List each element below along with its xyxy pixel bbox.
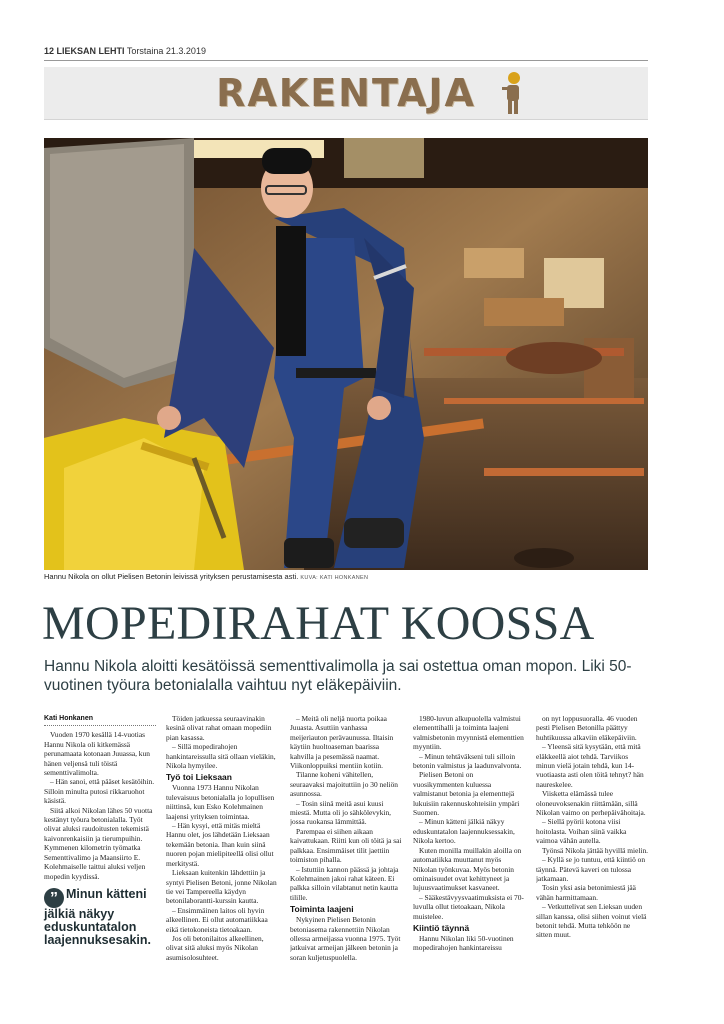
page-number: 12 xyxy=(44,46,55,56)
section-banner xyxy=(44,67,648,120)
paragraph: Nykyinen Pielisen Betonin betoniasema rakennettiin Nikolan ollessa armeijassa vuonna 1975. Työt jatkuivat armeijan jälkeen betonin ja soran kuljetuspuolella. xyxy=(290,915,401,962)
section-title: RAKENTAJA xyxy=(216,71,476,115)
factory-worker-photo xyxy=(44,138,648,570)
quote-mark-icon: ” xyxy=(44,888,64,908)
paragraph: on nyt loppusuoralla. 46 vuoden pesti Pielisen Betonilla päättyy huhtikuussa alkaviin eläkepäiviin. xyxy=(536,714,638,742)
paragraph: – Siellä pyörii kotona viisi hoitolasta. Voihan siinä vaikka vaimoa vähän autella. xyxy=(536,817,627,846)
caption-text: Hannu Nikola on ollut Pielisen Betonin leivissä yrityksen perustamisesta asti. xyxy=(44,572,299,581)
photo-credit: KUVA: KATI HONKANEN xyxy=(300,575,369,581)
issue-date: Torstaina 21.3.2019 xyxy=(126,46,206,56)
article-column-3 xyxy=(290,714,402,1014)
subheading: Kiintiö täynnä xyxy=(413,922,470,933)
paragraph: – Meitä oli neljä nuorta poikaa Juuasta. Asuttiin vanhassa meijeriauton perävaunussa. Iltaisin käytiin huoltoaseman baarissa kahvilla ja pesemässä naamat. Viikonloppuiksi mentiin kotiin. xyxy=(290,714,394,771)
paragraph: – Hän kysyi, että mitäs mieltä Hannu olet, jos lähdetään Lieksaan tekemään betonia. Ihan kuin siinä nuoren pojan mielipiteellä olisi ollut merkitystä. xyxy=(166,821,274,868)
paragraph: – Sääkestävyysvaatimuksista ei 70-luvulla ollut tietoakaan, Nikola muistelee. xyxy=(413,892,524,921)
article-column-2 xyxy=(166,714,278,1014)
paragraph: – Hän sanoi, että pääset kesätöihin. Silloin minulta putosi rikkaruohot käsistä. xyxy=(44,777,155,806)
paragraph: Hannu Nikolan liki 50-vuotinen mopedirahojen hankintareissu xyxy=(413,933,514,953)
article-column-4 xyxy=(413,714,525,1014)
subheading: Työ toi Lieksaan xyxy=(166,772,232,783)
article-lede: Hannu Nikola aloitti kesätöissä sementtivalimolla ja sai ostettua oman mopon. Liki 50-vuotinen työura betonialalla vaihtuu nyt eläkepäiviin. xyxy=(44,658,632,694)
paragraph: Siitä alkoi Nikolan lähes 50 vuotta kestänyt työura betonialalla. Työt olivat aluksi raudoitusten tekemistä kaivonrenkaisiin ja tierumpuihin. Kymmenen kilometrin työmatka Sementtivalimo ja Maansiirto E. Kolehmaiselle taittui aluksi veljen mopedin kyydissä. xyxy=(44,805,153,881)
worker-figure-icon xyxy=(500,71,526,115)
article-column-5 xyxy=(536,714,648,1014)
paragraph: – Kyllä se jo tuntuu, että kiintiö on täynnä. Pätevä kaveri on tulossa jatkamaan. xyxy=(536,855,646,883)
paragraph: Tilanne koheni vähitellen, seuraavaksi majoituttiin jo 30 neliön asunnossa. xyxy=(290,770,398,799)
paragraph: – Ensimmäinen laitos oli hyvin alkeellinen. Ei ollut automatiikkaa eikä tietokoneista tietoakaan. xyxy=(166,905,268,934)
paragraph: 1980-luvun alkupuolella valmistui elementtihalli ja toiminta laajeni valmisbetonin myynnistä elementtien myyntiin. xyxy=(413,714,524,752)
paragraph: Parempaa ei siihen aikaan kaivattukaan. Riitti kun oli töitä ja sai palkkaa. Ensimmäiset tilit jaettiin toimiston pihalla. xyxy=(290,826,402,865)
paragraph: Vuonna 1973 Hannu Nikolan tulevaisuus betonialalla jo lopullisen niittinsä, kun Esko Kolehmainen laajensi yrityksen toimintaa. xyxy=(166,783,275,821)
paragraph: Vuoden 1970 kesällä 14-vuotias Hannu Nikola oli kitkemässä perunamaata kotonaan Juuassa, kun hänen veljensä tuli töistä sementtivalimolta. xyxy=(44,730,150,778)
article-photo xyxy=(44,138,648,570)
photo-caption xyxy=(44,572,648,584)
paragraph: Kuten monilla muillakin aloilla on automatiikka muuttanut myös Nikolan työnkuvaa. Myös betonin ominaisuudet ovat kehittyneet ja lujuusvaatimukset kasvaneet. xyxy=(413,845,522,893)
paragraph: – Istuttiin kannon päässä ja johtaja Kolehmainen jakoi rahat käteen. Ei palkka silloin vilabtanut netin kautta tilille. xyxy=(290,864,399,902)
paragraph: – Tosin siinä meitä asui kuusi miestä. Mutta oli jo sähkölevykin, jossa ruokansa lämmittää. xyxy=(290,798,391,827)
byline: Kati Honkanen xyxy=(44,714,156,726)
paragraph: – Minun kätteni jälkiä näkyy eduskuntatalon laajennuksessakin, Nikola kertoo. xyxy=(413,817,515,846)
pull-quote-text: Minun kätteni jälkiä näkyy eduskuntatalon laajennuksesakin. xyxy=(44,887,152,947)
paragraph: – Yleensä sitä kysytään, että mitä eläkkeellä aiot tehdä. Tarviikos minun vielä jotain tehdä, kun 14-vuotiaasta asti olen töitä tehnyt? hän naureskelee. xyxy=(536,742,644,789)
publication-name: LIEKSAN LEHTI xyxy=(56,46,125,56)
article-column-1 xyxy=(44,714,156,884)
paragraph: – Sillä mopedirahojen hankintareissulla sitä ollaan vieläkin, Nikola hymyilee. xyxy=(166,742,276,771)
paragraph: – Minun tehtäväkseni tuli silloin betonin valmistus ja laadunvalvonta. xyxy=(413,751,522,771)
paragraph: Työnsä Nikola jättää hyvillä mielin. xyxy=(542,845,648,855)
pull-quote xyxy=(44,888,164,947)
page-header xyxy=(44,46,648,61)
article-headline: MOPEDIRAHAT KOOSSA xyxy=(42,597,595,650)
paragraph: Viisketta elämässä tulee oloneuvoksenakin riittämään, sillä Nikolan vaimo on perhepäivähoitaja. xyxy=(536,789,646,818)
paragraph: Pielisen Betoni on vuosikymmenten kuluessa valmistanut betonia ja elementtejä lukuisiin rakennuskohteisiin ympäri Suomen. xyxy=(413,770,520,818)
subheading: Toiminta laajeni xyxy=(290,904,354,915)
paragraph: Tosin yksi asia betonimiestä jää vähän harmittamaan. xyxy=(536,883,636,902)
paragraph: Töiden jatkuessa seuraavinakin kesinä olivat rahat omaan mopediin pian kasassa. xyxy=(166,714,272,742)
paragraph: Jos oli betonilaitos alkeellinen, olivat sitä aluksi myös Nikolan asumisolosuhteet. xyxy=(166,933,264,962)
paragraph: Lieksaan kuitenkin lähdettiin ja syntyi Pielisen Betoni, jonne Nikolan tie vei Tampereella käydyn betonilaborantti-kurssin kautta. xyxy=(166,868,277,906)
paragraph: – Vetkuttelivat sen Lieksan uuden sillan kanssa, olisi siihen voinut vielä betonit tehdä. Mutta tehköön ne sitten muut. xyxy=(536,902,647,940)
